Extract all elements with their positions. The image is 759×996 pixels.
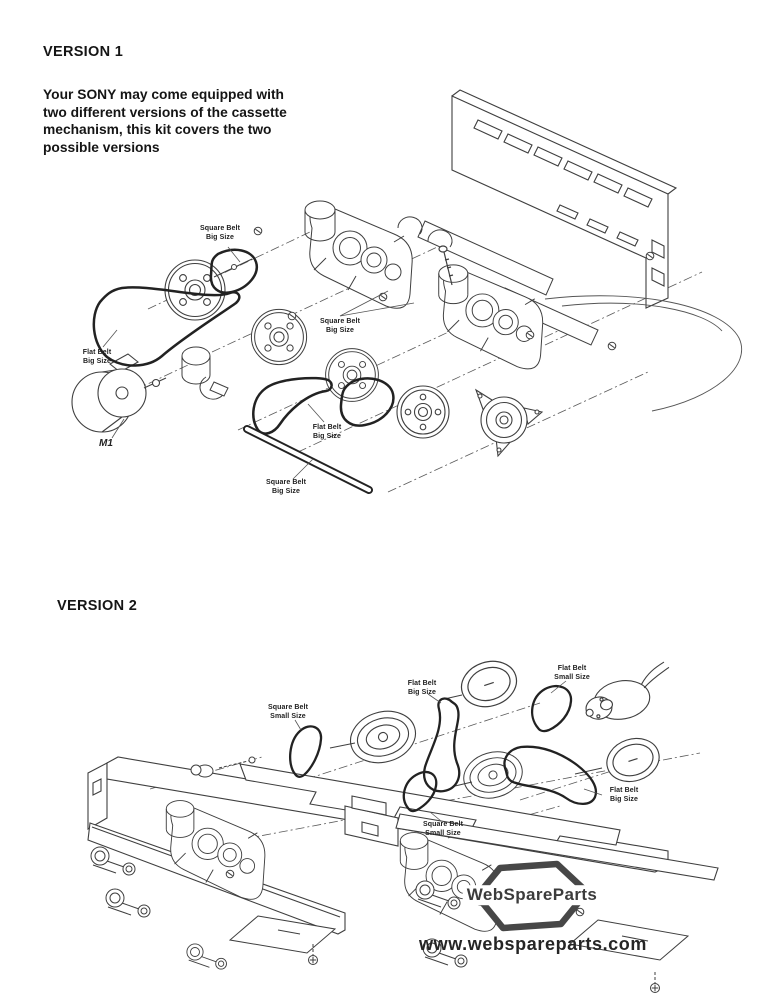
v1-label-flat-belt-big-1 [83, 349, 112, 366]
v1-label-square-belt-big-2 [320, 318, 360, 335]
v2-flat-belt-big-1 [424, 698, 459, 791]
v2-pinch-roller [187, 944, 227, 969]
v2-mechanism-left [166, 801, 265, 900]
v1-label-square-belt-big-1 [200, 225, 240, 242]
label-line: Flat Belt [609, 787, 639, 794]
v2-label-square-belt-small-2 [423, 821, 463, 838]
v1-screw [254, 227, 262, 235]
label-line: Flat Belt [82, 349, 112, 356]
v2-flat-pulley-right [601, 732, 665, 788]
v2-label-flat-belt-big-1 [408, 680, 437, 697]
v1-label-motor-m1: M1 [99, 438, 113, 449]
label-line: Square Belt [320, 318, 360, 325]
v1-capstan-holder [182, 347, 228, 399]
label-line: Big Size [82, 357, 112, 365]
v2-pinch-roller [106, 889, 150, 917]
v2-drum-pulley-2 [458, 745, 528, 805]
label-line: Flat Belt [312, 424, 342, 431]
v2-motor [580, 661, 677, 725]
v1-screw [608, 342, 616, 350]
v1-screw [526, 331, 534, 339]
v1-flywheel-2 [251, 309, 306, 364]
intro-line: Your SONY may come equipped with [43, 87, 284, 102]
label-line: Big Size [312, 432, 342, 440]
v1-label-flat-belt-big-2 [313, 424, 342, 441]
label-line: Small Size [554, 673, 590, 681]
v2-screw [226, 870, 234, 878]
label-line: Flat Belt [407, 680, 437, 687]
webspareparts-logo [466, 860, 598, 932]
label-line: Square Belt [423, 821, 463, 828]
label-line: Big Size [407, 688, 437, 696]
v1-label-square-belt-big-3 [266, 479, 306, 496]
label-line: Big Size [325, 326, 355, 334]
v1-chassis-panel [452, 90, 676, 308]
version1-heading: VERSION 1 [43, 44, 124, 60]
v2-label-flat-belt-small [554, 665, 590, 682]
v2-drum-pulley-1 [344, 704, 421, 770]
v1-pulley-4hole [397, 386, 449, 438]
label-line: Square Belt [268, 704, 308, 711]
intro-line: possible versions [43, 139, 160, 155]
label-line: Big Size [609, 795, 639, 803]
v1-flange-motor [476, 390, 542, 456]
label-line: Small Size [270, 712, 306, 720]
v1-screw [288, 312, 296, 320]
logo-text: WebSpareParts [463, 885, 602, 905]
intro-paragraph [43, 86, 287, 156]
intro-line: two different versions of the cassette [43, 104, 287, 120]
intro-line: mechanism, this kit covers the two [43, 122, 272, 137]
v1-mechanism-left [305, 201, 412, 308]
v2-label-square-belt-small-1 [268, 704, 308, 721]
label-line: Square Belt [266, 479, 306, 486]
label-line: Big Size [271, 487, 301, 495]
label-line: Small Size [425, 829, 461, 837]
label-line: Flat Belt [557, 665, 587, 672]
website-url: www.webspareparts.com [418, 934, 648, 954]
v1-screw [646, 252, 654, 260]
v2-label-flat-belt-big-2 [610, 787, 639, 804]
v1-sweep-outline [545, 296, 742, 411]
v1-screw [379, 293, 387, 301]
v2-flat-pulley-top [456, 654, 523, 713]
version2-heading: VERSION 2 [57, 598, 138, 614]
v1-flywheel-3 [326, 349, 379, 402]
version2-diagram [0, 560, 759, 996]
v2-square-belt-small-1 [290, 726, 321, 776]
label-line: Square Belt [200, 225, 240, 232]
v2-screw-down [651, 972, 660, 993]
label-line: Big Size [205, 233, 235, 241]
v1-shaft [214, 259, 252, 277]
